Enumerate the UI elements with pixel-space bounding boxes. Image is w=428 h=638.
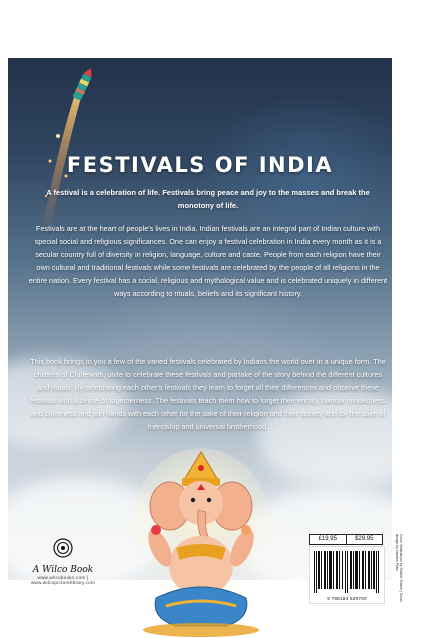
price-usd: $29.95 xyxy=(347,534,384,545)
price-gbp: £19.95 xyxy=(309,534,347,545)
ganesha-illustration xyxy=(126,448,276,638)
book-back-cover xyxy=(8,58,403,603)
wilco-emblem-icon xyxy=(53,538,73,558)
publisher-name: A Wilco Book xyxy=(32,565,94,575)
book-summary-paragraph: This book brings to you a few of the varied festivals celebrated by Indians the world over in a unique form. The children of Chitlewadi, unite to celebrate these festivals and partake of the story behind the different cultures and rituals. By celebrating each other's festivals they learn to forget all their differences and observe these festivals with a sense of togetherness. The festivals teach them how to forget their enmity, narrow mindedness and bitterness and join hands with each other for the sake of their religion and their society and for the sake of friendship and universal brotherhood. xyxy=(30,357,386,431)
price-box xyxy=(309,534,383,545)
isbn-number: 9 788183 529700 xyxy=(327,596,367,601)
intro-paragraph: A festival is a celebration of life. Festivals bring peace and joy to the masses and break the monotony of life. xyxy=(46,188,370,211)
cover-title: FESTIVALS OF INDIA xyxy=(66,153,334,177)
barcode-bars xyxy=(314,551,380,593)
credits-side-text: Cover illustrations by Shabin Shaikh | Cover design by Nandini Patel xyxy=(394,534,403,603)
publisher-logo xyxy=(18,538,108,598)
isbn-barcode xyxy=(309,546,385,604)
publisher-url: www.wilcobooks.com | www.wilcopicturelibrary.com xyxy=(30,575,96,585)
description-paragraph: Festivals are at the heart of people's lives in India. Indian festivals are an integral part of Indian culture with special social and religious significances. One can enjoy a festival celebration in India every month as it is a secular country full of diversity in religion, language, culture and caste. People from each religion have their own cultural and traditional festivals while some festivals are celebrated by the people of all religions in the entire nation. Every festival has a social, religious and mythological value and is celebrated uniquely in different ways according to rituals, beliefs and its significant history. xyxy=(28,224,388,298)
